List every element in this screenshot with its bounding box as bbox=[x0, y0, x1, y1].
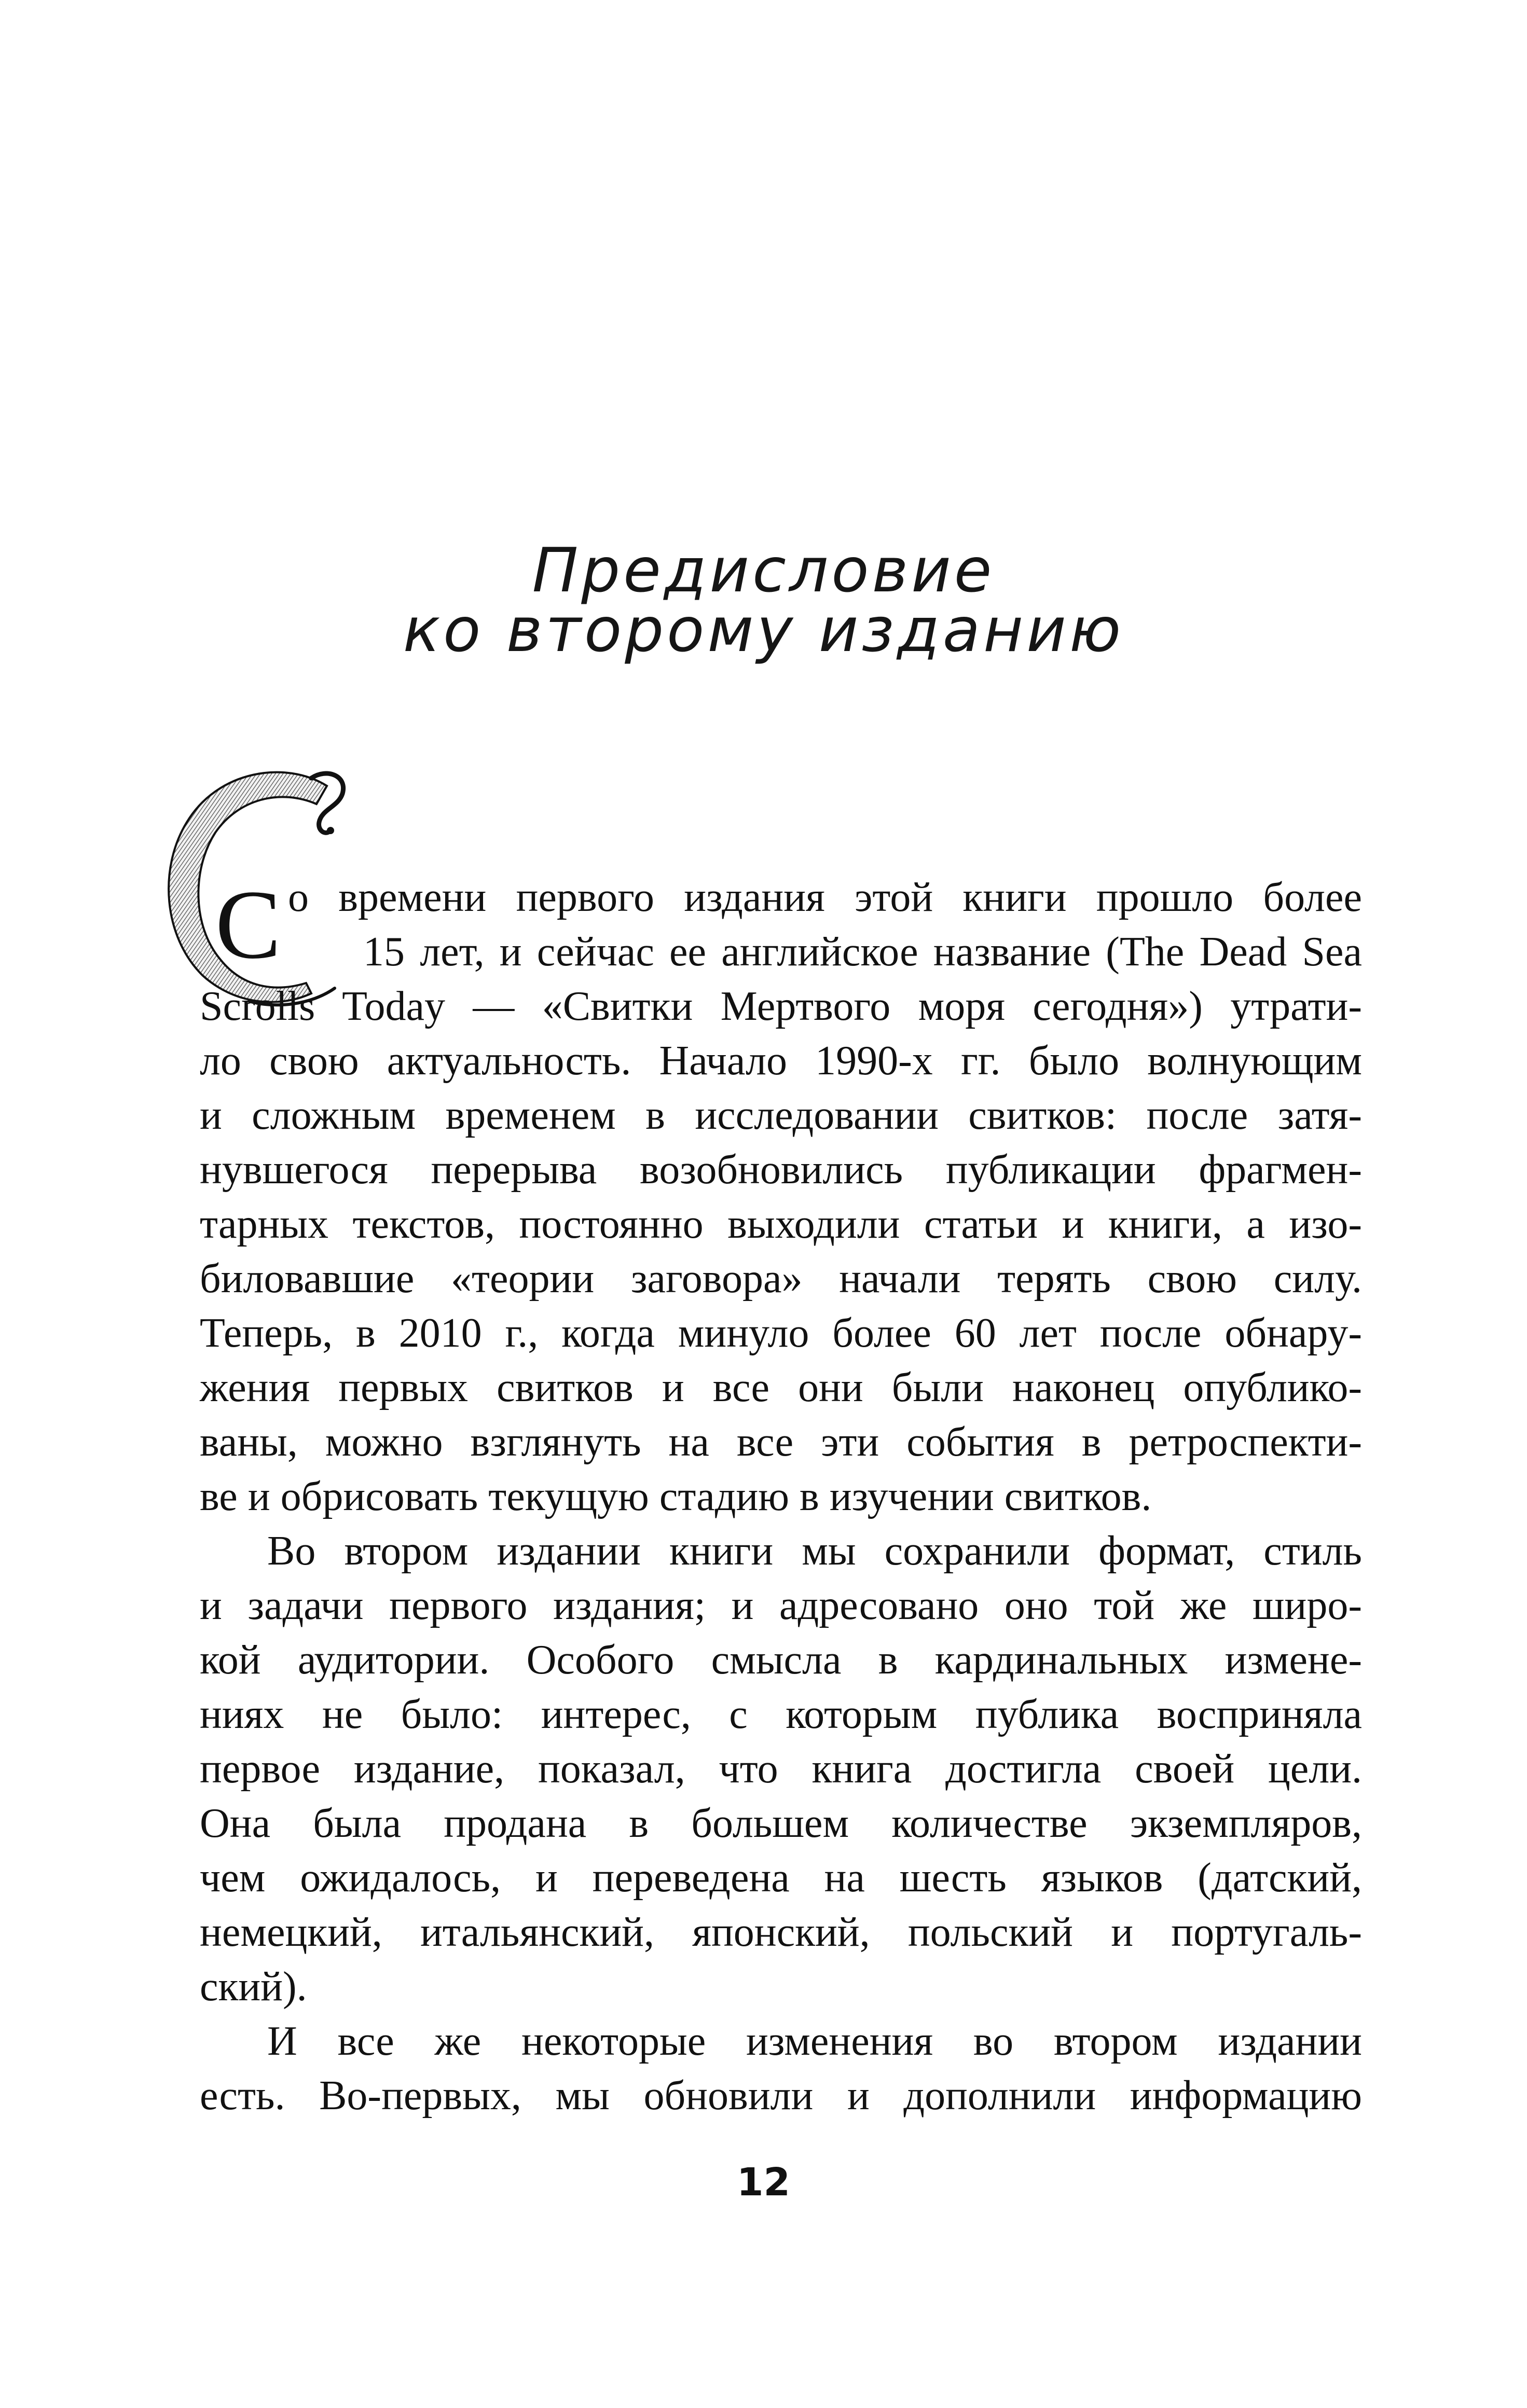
text-line: 15 лет, и сейчас ее английское название (The Dead Sea bbox=[363, 929, 1362, 975]
text-line: Во втором издании книги мы сохранили формат, стиль bbox=[267, 1528, 1362, 1574]
text-line: ниях не было: интерес, с которым публика восприняла bbox=[200, 1692, 1362, 1737]
chapter-title-line-2: ко второму изданию bbox=[403, 594, 1124, 666]
text-line: ский). bbox=[200, 1964, 307, 2010]
text-line: жения первых свитков и все они были наконец опублико- bbox=[200, 1365, 1362, 1410]
text-line: кой аудитории. Особого смысла в кардинальных измене- bbox=[200, 1637, 1362, 1683]
text-line: ве и обрисовать текущую стадию в изучении свитков. bbox=[200, 1474, 1152, 1519]
text-line: чем ожидалось, и переведена на шесть языков (датский, bbox=[200, 1855, 1362, 1901]
text-line: И все же некоторые изменения во втором издании bbox=[267, 2018, 1362, 2064]
text-line: немецкий, итальянский, японский, польский и португаль- bbox=[200, 1909, 1362, 1955]
drop-cap-letter: С bbox=[215, 870, 281, 979]
text-line: ваны, можно взглянуть на все эти события в ретроспекти- bbox=[200, 1419, 1362, 1465]
text-line: биловавшие «теории заговора» начали терять свою силу. bbox=[200, 1256, 1362, 1302]
text-line: о времени первого издания этой книги прошло более bbox=[288, 875, 1362, 920]
text-line: Она была продана в большем количестве экземпляров, bbox=[200, 1801, 1362, 1846]
text-line: и сложным временем в исследовании свитков: после затя- bbox=[200, 1092, 1362, 1138]
text-line: тарных текстов, постоянно выходили статьи и книги, а изо- bbox=[200, 1201, 1362, 1247]
text-line: Scrolls Today — «Свитки Мертвого моря сегодня») утрати- bbox=[200, 984, 1362, 1029]
text-line: ло свою актуальность. Начало 1990-х гг. было волнующим bbox=[200, 1038, 1362, 1084]
text-line: нувшегося перерыва возобновились публикации фрагмен- bbox=[200, 1147, 1362, 1193]
page-number: 12 bbox=[737, 2160, 790, 2205]
chapter-title-line-1: Предисловие bbox=[532, 534, 995, 606]
text-line: первое издание, показал, что книга достигла своей цели. bbox=[200, 1746, 1362, 1792]
text-line: и задачи первого издания; и адресовано оно той же широ- bbox=[200, 1583, 1362, 1628]
text-line: есть. Во-первых, мы обновили и дополнили информацию bbox=[200, 2073, 1362, 2119]
text-line: Теперь, в 2010 г., когда минуло более 60 лет после обнару- bbox=[200, 1310, 1362, 1356]
